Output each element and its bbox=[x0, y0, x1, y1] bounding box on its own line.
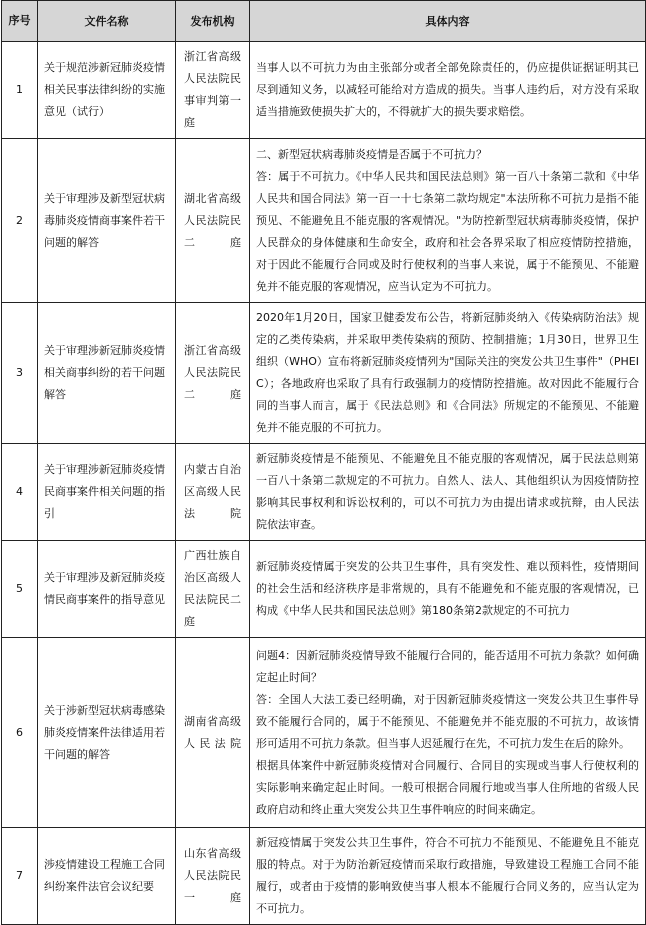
row-number: 1 bbox=[2, 42, 38, 139]
row-number: 7 bbox=[2, 828, 38, 925]
content-paragraph: 新冠肺炎疫情属于突发的公共卫生事件，具有突发性、难以预料性，疫情期间的社会生活和经济秩序是非常规的，具有不能避免和不能克服的客观情况，已构成《中华人民共和国民法总则》第180条第2款规定的不可抗力 bbox=[256, 560, 639, 617]
content-paragraph: 新冠疫情属于突发公共卫生事件，符合不可抗力不能预见、不能避免且不能克服的特点。对于为防治新冠疫情而采取行政措施，导致建设工程施工合同不能履行，或者由于疫情的影响致使当事人根本不能履行合同义务的，应当认定为不可抗力。 bbox=[256, 836, 639, 915]
file-name: 关于审理涉及新型冠状病毒肺炎疫情商事案件若干问题的解答 bbox=[38, 139, 176, 303]
table-row bbox=[2, 42, 646, 139]
row-number: 4 bbox=[2, 444, 38, 541]
table-row bbox=[2, 444, 646, 541]
content-cell bbox=[250, 541, 646, 638]
content-paragraph: 当事人以不可抗力为由主张部分或者全部免除责任的，仍应提供证据证明其已尽到通知义务，以减轻可能给对方造成的损失。当事人违约后，对方没有采取适当措施致使损失扩大的，不得就扩大的损失要求赔偿。 bbox=[256, 61, 639, 118]
row-number: 3 bbox=[2, 303, 38, 444]
content-paragraph: 二、新型冠状病毒肺炎疫情是否属于不可抗力？ bbox=[256, 147, 487, 161]
header-issuing-body: 发布机构 bbox=[176, 1, 250, 42]
file-name: 关于规范涉新冠肺炎疫情相关民事法律纠纷的实施意见（试行） bbox=[38, 42, 176, 139]
content-cell bbox=[250, 303, 646, 444]
issuing-body: 湖北省高级人民法院民二庭 bbox=[176, 139, 250, 303]
issuing-body: 广西壮族自治区高级人民法院民二庭 bbox=[176, 541, 250, 638]
file-name: 关于审理涉新冠肺炎疫情民商事案件相关问题的指引 bbox=[38, 444, 176, 541]
content-paragraph: 问题4：因新冠肺炎疫情导致不能履行合同的，能否适用不可抗力条款？如何确定起止时间？ bbox=[256, 648, 639, 684]
file-name: 关于审理涉及新冠肺炎疫情民商事案件的指导意见 bbox=[38, 541, 176, 638]
content-paragraph: 答：属于不可抗力。《中华人民共和国民法总则》第一百八十条第二款和《中华人民共和国合同法》第一百一十七条第二款均规定"本法所称不可抗力是指不能预见、不能避免且不能克服的客观情况。"为防控新型冠状病毒肺炎疫情，保护人民群众的身体健康和生命安全，政府和社会各界采取了相应疫情防控措施，对于因此不能履行合同或及时行使权利的当事人来说，属于不能预见、不能避免并不能克服的客观情况，应当认定为不可抗力。 bbox=[256, 169, 639, 293]
header-number: 序号 bbox=[2, 1, 38, 42]
issuing-body: 内蒙古自治区高级人民法院 bbox=[176, 444, 250, 541]
issuing-body: 浙江省高级人民法院民二庭 bbox=[176, 303, 250, 444]
content-cell bbox=[250, 638, 646, 828]
content-cell bbox=[250, 42, 646, 139]
row-number: 6 bbox=[2, 638, 38, 828]
issuing-body: 湖南省高级人民法院 bbox=[176, 638, 250, 828]
row-number: 2 bbox=[2, 139, 38, 303]
header-file-name: 文件名称 bbox=[38, 1, 176, 42]
table-header-row bbox=[2, 1, 646, 42]
content-paragraph: 新冠肺炎疫情是不能预见、不能避免且不能克服的客观情况，属于民法总则第一百八十条第二款规定的不可抗力。自然人、法人、其他组织认为因疫情防控影响其民事权利和诉讼权利的，可以不可抗力为由提出请求或抗辩，由人民法院依法审查。 bbox=[256, 452, 639, 531]
table-row bbox=[2, 828, 646, 925]
content-cell bbox=[250, 828, 646, 925]
regulations-table bbox=[1, 0, 646, 925]
header-content: 具体内容 bbox=[250, 1, 646, 42]
row-number: 5 bbox=[2, 541, 38, 638]
content-paragraph: 答：全国人大法工委已经明确，对于因新冠肺炎疫情这一突发公共卫生事件导致不能履行合同的，属于不能预见、不能避免并不能克服的不可抗力，故该情形可适用不可抗力条款。但当事人迟延履行在先，不可抗力发生在后的除外。 bbox=[256, 692, 639, 750]
table-row bbox=[2, 638, 646, 828]
file-name: 关于涉新型冠状病毒感染肺炎疫情案件法律适用若干问题的解答 bbox=[38, 638, 176, 828]
content-cell bbox=[250, 444, 646, 541]
table-row bbox=[2, 139, 646, 303]
content-cell bbox=[250, 139, 646, 303]
issuing-body: 山东省高级人民法院民一庭 bbox=[176, 828, 250, 925]
table-row bbox=[2, 541, 646, 638]
content-paragraph: 根据具体案件中新冠肺炎疫情对合同履行、合同目的实现或当事人行使权利的实际影响来确定起止时间。一般可根据合同履行地或当事人住所地的省级人民政府启动和终止重大突发公共卫生事件响应的时间来确定。 bbox=[256, 758, 639, 816]
content-paragraph: 2020年1月20日，国家卫健委发布公告，将新冠肺炎纳入《传染病防治法》规定的乙类传染病，并采取甲类传染病的预防、控制措施；1月30日，世界卫生组织（WHO）宣布将新冠肺炎疫情列为"国际关注的突发公共卫生事件"（PHEIC）；各地政府也采取了具有行政强制力的疫情防控措施。故对因此不能履行合同的当事人而言，属于《民法总则》和《合同法》所规定的不能预见、不能避免并不能克服的不可抗力。 bbox=[256, 311, 639, 434]
file-name: 涉疫情建设工程施工合同纠纷案件法官会议纪要 bbox=[38, 828, 176, 925]
table-row bbox=[2, 303, 646, 444]
file-name: 关于审理涉新冠肺炎疫情相关商事纠纷的若干问题解答 bbox=[38, 303, 176, 444]
issuing-body: 浙江省高级人民法院民事审判第一庭 bbox=[176, 42, 250, 139]
